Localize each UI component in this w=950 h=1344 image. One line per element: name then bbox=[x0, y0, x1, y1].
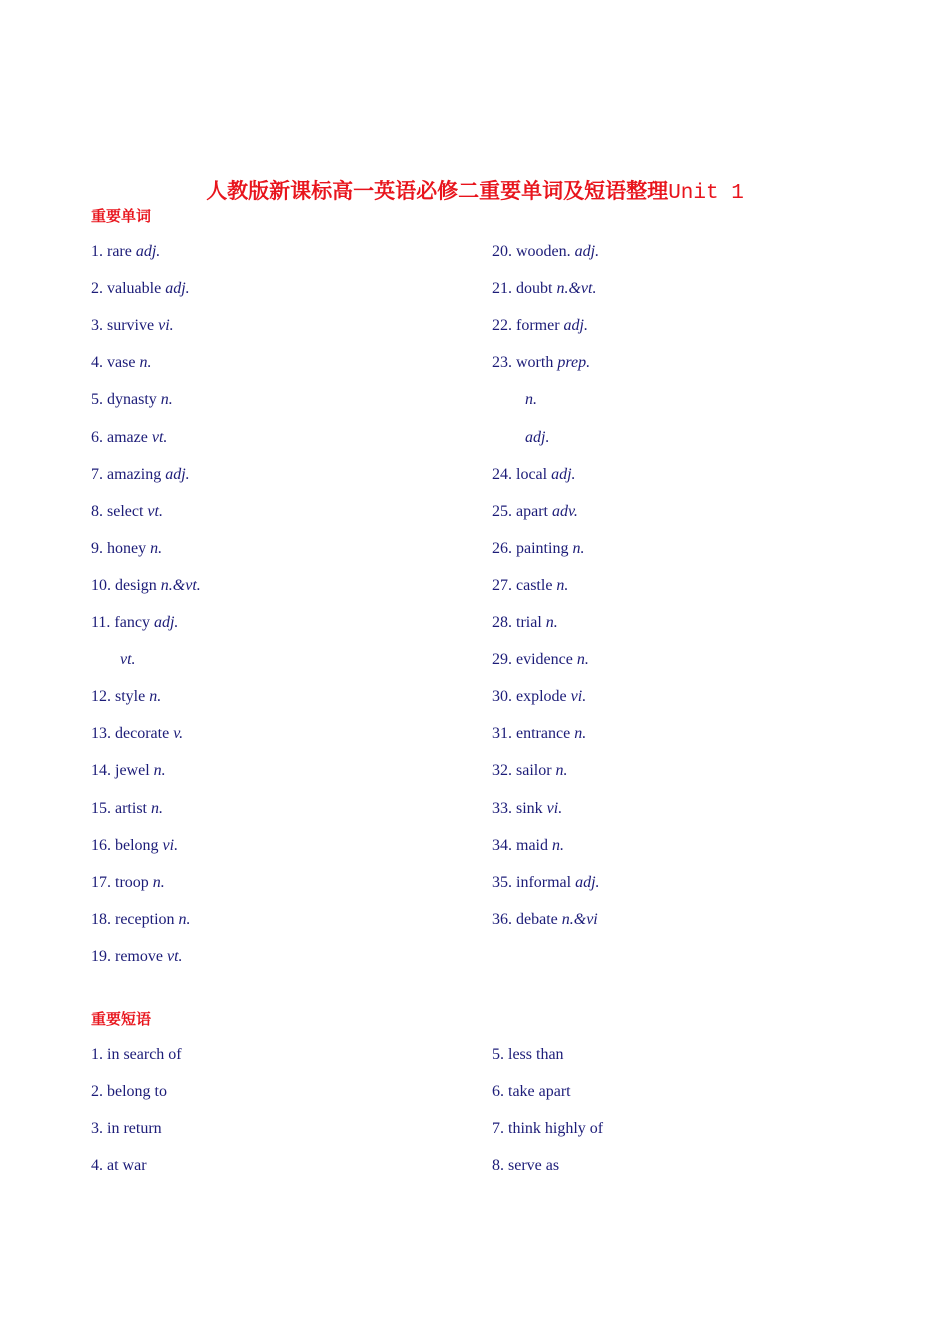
phrase-entry: 7. think highly of bbox=[492, 1120, 604, 1137]
part-of-speech: adj. bbox=[575, 874, 600, 891]
part-of-speech: n. bbox=[153, 762, 166, 779]
part-of-speech: adj. bbox=[135, 243, 161, 260]
word-entry bbox=[91, 241, 160, 263]
part-of-speech: n. bbox=[576, 651, 589, 668]
word-entry bbox=[91, 389, 173, 411]
part-of-speech: n. bbox=[151, 800, 163, 817]
word-entry bbox=[91, 649, 136, 671]
word-text: 34. maid bbox=[492, 837, 548, 854]
phrases-heading: 重要短语 bbox=[91, 1010, 152, 1028]
word-text: 11. fancy bbox=[91, 614, 150, 631]
word-entry bbox=[91, 909, 191, 931]
word-entry bbox=[91, 686, 161, 708]
part-of-speech: vi. bbox=[158, 317, 174, 334]
word-entry bbox=[91, 464, 190, 486]
word-text: 26. painting bbox=[492, 540, 569, 557]
word-text: 24. local bbox=[492, 466, 548, 483]
word-entry bbox=[492, 760, 568, 782]
word-text: 36. debate bbox=[492, 911, 558, 928]
word-text: 35. informal bbox=[492, 874, 572, 891]
part-of-speech: n. bbox=[150, 540, 163, 557]
part-of-speech: n. bbox=[160, 391, 173, 408]
word-text: 19. remove bbox=[91, 948, 163, 965]
word-entry bbox=[492, 575, 568, 597]
phrase-entry: 3. in return bbox=[91, 1120, 162, 1137]
part-of-speech: adj. bbox=[165, 466, 190, 483]
title-unit: Unit 1 bbox=[668, 182, 744, 205]
word-text: 3. survive bbox=[91, 317, 155, 334]
word-text: 22. former bbox=[492, 317, 560, 334]
word-text: 17. troop bbox=[91, 874, 149, 891]
word-text: 25. apart bbox=[492, 503, 548, 520]
word-text: 14. jewel bbox=[91, 762, 150, 779]
word-text: 16. belong bbox=[91, 837, 159, 854]
word-text: 6. amaze bbox=[91, 429, 148, 446]
word-entry bbox=[91, 798, 163, 820]
part-of-speech: n. bbox=[552, 837, 564, 854]
word-entry bbox=[91, 278, 190, 300]
document-title bbox=[0, 176, 950, 209]
part-of-speech: adv. bbox=[551, 503, 578, 520]
phrase-entry: 8. serve as bbox=[492, 1157, 560, 1174]
part-of-speech: v. bbox=[173, 725, 184, 742]
phrase-entry: 6. take apart bbox=[492, 1083, 571, 1100]
word-entry bbox=[492, 501, 578, 523]
word-text: 7. amazing bbox=[91, 466, 162, 483]
word-entry bbox=[492, 612, 558, 634]
part-of-speech: prep. bbox=[557, 354, 591, 371]
part-of-speech: n. bbox=[525, 391, 537, 408]
part-of-speech: n.&vi bbox=[561, 911, 598, 928]
word-entry bbox=[91, 835, 178, 857]
word-entry bbox=[91, 872, 165, 894]
word-text: 12. style bbox=[91, 688, 146, 705]
part-of-speech: adj. bbox=[574, 243, 600, 260]
word-text: 10. design bbox=[91, 577, 157, 594]
part-of-speech: vi. bbox=[546, 800, 563, 817]
part-of-speech: vt. bbox=[147, 503, 163, 520]
phrase-entry: 4. at war bbox=[91, 1157, 147, 1174]
part-of-speech: n. bbox=[555, 762, 568, 779]
word-entry bbox=[492, 278, 596, 300]
word-entry bbox=[492, 464, 576, 486]
word-text: 30. explode bbox=[492, 688, 567, 705]
word-entry bbox=[492, 352, 590, 374]
phrase-entry: 1. in search of bbox=[91, 1046, 182, 1063]
part-of-speech: vi. bbox=[570, 688, 587, 705]
word-entry bbox=[492, 686, 586, 708]
part-of-speech: n. bbox=[178, 911, 191, 928]
part-of-speech: n. bbox=[545, 614, 558, 631]
part-of-speech: n. bbox=[574, 725, 587, 742]
word-entry bbox=[492, 723, 586, 745]
part-of-speech: n.&vt. bbox=[556, 280, 597, 297]
part-of-speech: n.&vt. bbox=[160, 577, 201, 594]
word-text: 9. honey bbox=[91, 540, 147, 557]
part-of-speech: vt. bbox=[166, 948, 183, 965]
part-of-speech: n. bbox=[556, 577, 569, 594]
word-text: 21. doubt bbox=[492, 280, 553, 297]
word-entry bbox=[492, 798, 562, 820]
part-of-speech: vt. bbox=[120, 651, 136, 668]
word-text: 4. vase bbox=[91, 354, 136, 371]
part-of-speech: adj. bbox=[563, 317, 588, 334]
word-entry bbox=[492, 427, 549, 449]
word-entry bbox=[492, 389, 537, 411]
word-text: 27. castle bbox=[492, 577, 553, 594]
word-text: 15. artist bbox=[91, 800, 147, 817]
word-entry bbox=[91, 612, 178, 634]
word-entry bbox=[492, 835, 564, 857]
part-of-speech: n. bbox=[152, 874, 165, 891]
part-of-speech: n. bbox=[149, 688, 162, 705]
word-entry bbox=[91, 501, 163, 523]
word-entry bbox=[91, 538, 162, 560]
word-text: 8. select bbox=[91, 503, 144, 520]
part-of-speech: adj. bbox=[525, 429, 550, 446]
part-of-speech: vi. bbox=[162, 837, 179, 854]
part-of-speech: adj. bbox=[165, 280, 190, 297]
word-entry bbox=[492, 649, 589, 671]
word-text: 2. valuable bbox=[91, 280, 162, 297]
word-text: 28. trial bbox=[492, 614, 542, 631]
title-chinese: 人教版新课标高一英语必修二重要单词及短语整理 bbox=[206, 178, 669, 203]
word-text: 1. rare bbox=[91, 243, 132, 260]
word-entry bbox=[91, 946, 183, 968]
word-entry bbox=[492, 909, 598, 931]
word-entry bbox=[492, 538, 584, 560]
word-text: 18. reception bbox=[91, 911, 175, 928]
part-of-speech: adj. bbox=[153, 614, 179, 631]
part-of-speech: n. bbox=[139, 354, 152, 371]
word-text: 33. sink bbox=[492, 800, 543, 817]
part-of-speech: vt. bbox=[151, 429, 168, 446]
word-text: 32. sailor bbox=[492, 762, 552, 779]
word-entry bbox=[91, 575, 201, 597]
part-of-speech: adj. bbox=[551, 466, 576, 483]
word-entry bbox=[492, 872, 600, 894]
word-entry bbox=[91, 723, 183, 745]
word-entry bbox=[492, 241, 599, 263]
word-text: 31. entrance bbox=[492, 725, 571, 742]
phrase-entry: 2. belong to bbox=[91, 1083, 167, 1100]
word-entry bbox=[492, 315, 588, 337]
phrase-entry: 5. less than bbox=[492, 1046, 564, 1063]
word-entry bbox=[91, 315, 174, 337]
words-heading: 重要单词 bbox=[91, 207, 152, 225]
word-entry bbox=[91, 352, 151, 374]
word-text: 5. dynasty bbox=[91, 391, 157, 408]
word-text: 29. evidence bbox=[492, 651, 573, 668]
word-text: 23. worth bbox=[492, 354, 554, 371]
word-text: 20. wooden. bbox=[492, 243, 571, 260]
part-of-speech: n. bbox=[572, 540, 585, 557]
word-entry bbox=[91, 760, 166, 782]
word-text: 13. decorate bbox=[91, 725, 170, 742]
word-entry bbox=[91, 427, 167, 449]
